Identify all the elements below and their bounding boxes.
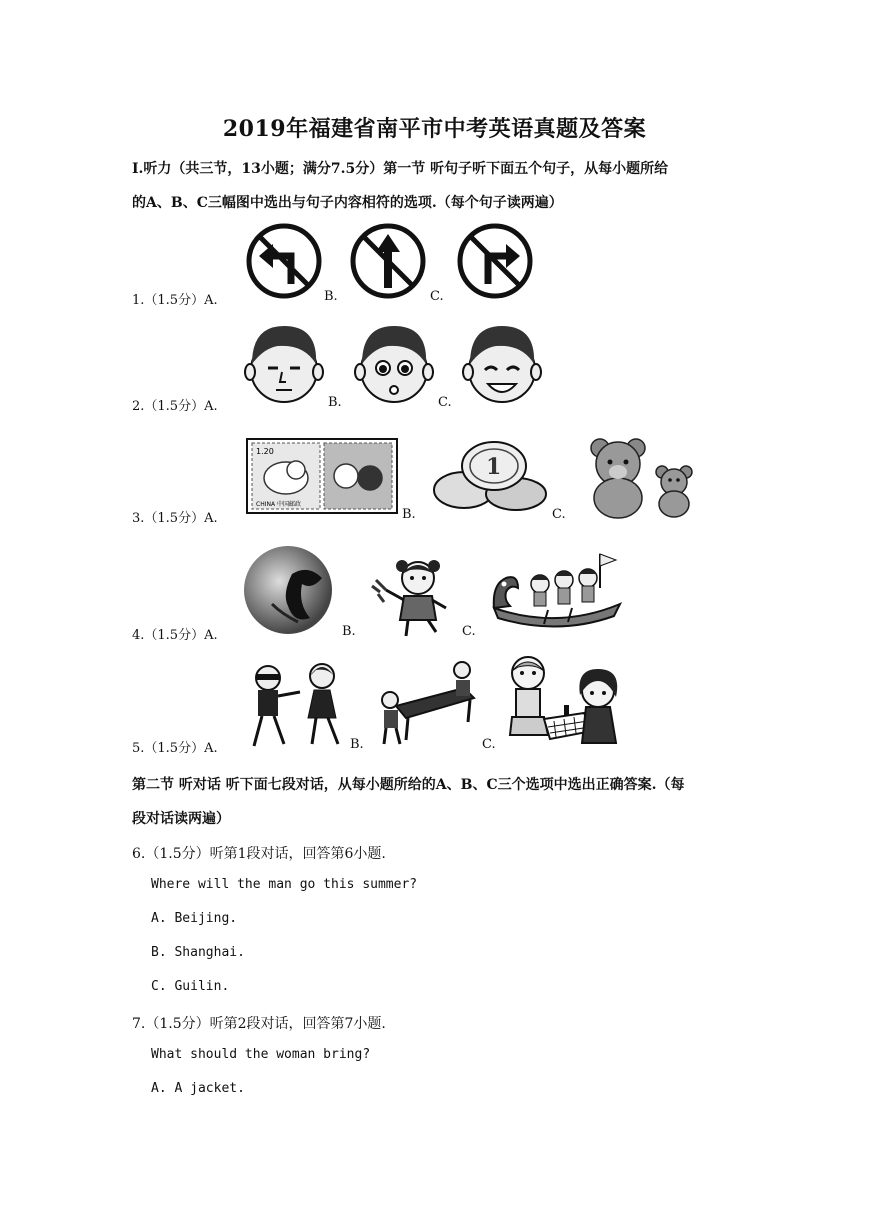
question-7-label: 7.（1.5分）听第2段对话，回答第7小题. — [132, 1016, 386, 1032]
option-b-label: B. — [324, 289, 338, 304]
no-right-turn-sign-icon — [456, 222, 534, 300]
option-c-label: C. — [438, 395, 452, 410]
boy-face-smiling-icon — [462, 320, 542, 406]
section1-instructions-line1: Ⅰ.听力（共三节，13小题；满分7.5分）第一节 听句子听下面五个句子，从每小题所给 — [132, 161, 669, 177]
teddy-bears-picture — [580, 436, 702, 520]
question-3-label: 3.（1.5分）A. — [132, 511, 218, 526]
question-7-option-a: A. A jacket. — [151, 1081, 245, 1096]
section2-instructions-line1: 第二节 听对话 听下面七段对话，从每小题所给的A、B、C三个选项中选出正确答案.（每 — [132, 777, 685, 793]
section2-instructions-line2: 段对话读两遍） — [132, 811, 230, 827]
stamp-value-text: 1.20 — [256, 447, 274, 456]
option-b-label: B. — [350, 737, 364, 752]
option-b-label: B. — [328, 395, 342, 410]
boy-face-surprised-icon — [354, 320, 434, 406]
question-6-text: Where will the man go this summer? — [151, 877, 418, 892]
question-6-option-c: C. Guilin. — [151, 979, 230, 994]
blindfold-game-picture — [244, 660, 350, 750]
option-c-label: C. — [482, 737, 496, 752]
svg-text:1: 1 — [486, 454, 502, 480]
no-left-turn-sign-icon — [245, 222, 323, 300]
option-c-label: C. — [462, 624, 476, 639]
stamp-caption-text: CHINA 中国邮政 — [256, 501, 301, 508]
coins-picture — [428, 436, 552, 516]
question-4-label: 4.（1.5分）A. — [132, 628, 218, 643]
section1-instructions-line2: 的A、B、C三幅图中选出与句子内容相符的选项.（每个句子读两遍） — [132, 195, 563, 211]
question-6-option-b: B. Shanghai. — [151, 945, 245, 960]
spring-festival-girl-picture — [366, 556, 462, 638]
table-tennis-picture — [376, 660, 478, 748]
option-b-label: B. — [402, 507, 416, 522]
no-straight-sign-icon — [349, 222, 427, 300]
stamps-picture — [246, 436, 398, 516]
question-7-text: What should the woman bring? — [151, 1047, 371, 1062]
question-2-label: 2.（1.5分）A. — [132, 399, 218, 414]
question-1-label: 1.（1.5分）A. — [132, 293, 218, 308]
chess-game-picture — [504, 655, 622, 749]
page-title: 2019年福建省南平市中考英语真题及答案 — [222, 116, 647, 142]
option-c-label: C. — [430, 289, 444, 304]
question-5-label: 5.（1.5分）A. — [132, 741, 218, 756]
question-6-label: 6.（1.5分）听第1段对话，回答第6小题. — [132, 846, 386, 862]
dragon-boat-picture — [488, 544, 628, 634]
question-6-option-a: A. Beijing. — [151, 911, 238, 926]
boy-face-bored-icon — [244, 320, 324, 406]
moon-festival-picture — [242, 544, 340, 636]
option-b-label: B. — [342, 624, 356, 639]
option-c-label: C. — [552, 507, 566, 522]
